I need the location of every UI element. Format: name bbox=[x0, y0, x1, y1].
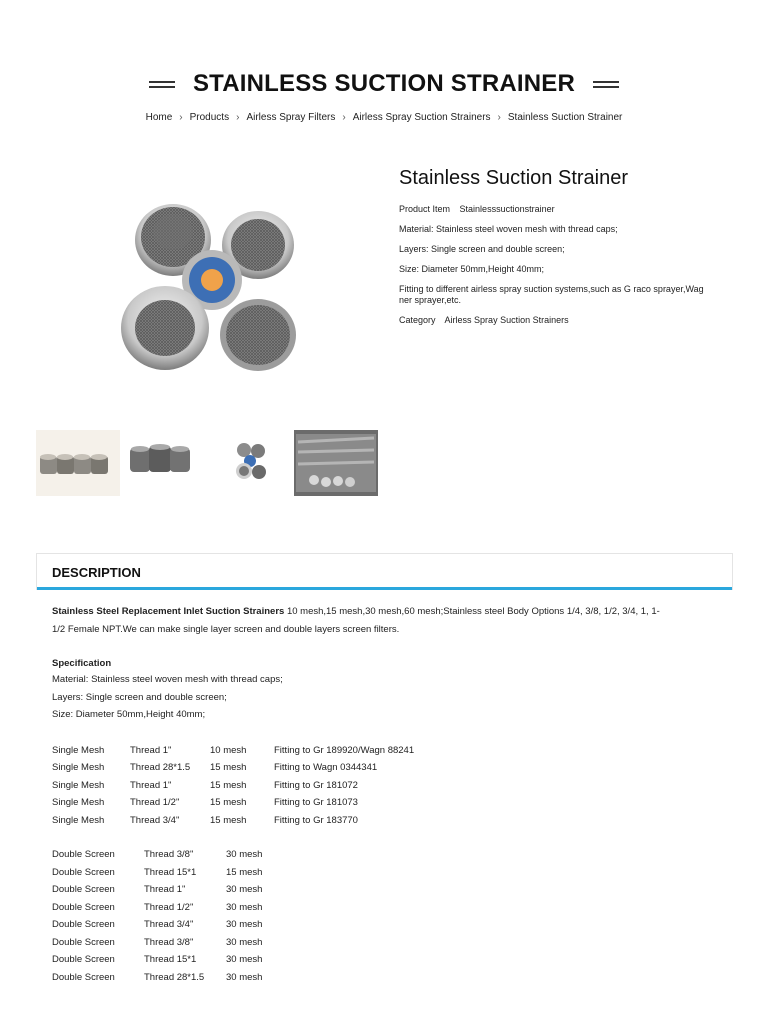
cell-type: Double Screen bbox=[52, 936, 115, 948]
cell-mesh: 30 mesh bbox=[226, 954, 263, 965]
table-row bbox=[52, 899, 718, 917]
cell-thread: Thread 28*1.5 bbox=[144, 971, 205, 983]
single-mesh-table bbox=[52, 742, 718, 830]
description-intro bbox=[52, 603, 718, 639]
cell-thread: Thread 3/4" bbox=[144, 919, 194, 930]
cell-mesh: 10 mesh bbox=[210, 744, 247, 756]
cell-mesh: 30 mesh bbox=[226, 849, 263, 860]
table-row bbox=[52, 742, 718, 760]
table-row bbox=[52, 934, 718, 952]
table-row bbox=[52, 951, 718, 969]
product-item-value: Stainlesssuctionstrainer bbox=[459, 204, 555, 214]
page-title: STAINLESS SUCTION STRAINER bbox=[192, 70, 576, 97]
breadcrumb-airless-spray-filters[interactable]: Airless Spray Filters bbox=[246, 112, 336, 123]
cell-type: Double Screen bbox=[52, 919, 115, 930]
cell-mesh: 30 mesh bbox=[226, 901, 263, 913]
cell-fitting: Fitting to Gr 181072 bbox=[274, 779, 358, 791]
description-panel bbox=[36, 553, 733, 590]
thumbnail-2[interactable] bbox=[122, 430, 206, 496]
double-screen-table bbox=[52, 846, 718, 986]
breadcrumb-products[interactable]: Products bbox=[189, 112, 230, 123]
spec-line: Layers: Single screen and double screen; bbox=[52, 691, 227, 703]
cell-fitting: Fitting to Gr 189920/Wagn 88241 bbox=[274, 744, 415, 756]
cell-type: Single Mesh bbox=[52, 779, 105, 791]
table-row bbox=[52, 759, 718, 777]
cell-mesh: 15 mesh bbox=[210, 814, 247, 826]
breadcrumb-separator-icon: › bbox=[497, 112, 501, 123]
breadcrumb-separator-icon: › bbox=[342, 112, 346, 123]
product-main-image[interactable] bbox=[36, 165, 378, 420]
product-category-link[interactable]: Airless Spray Suction Strainers bbox=[444, 315, 569, 325]
spec-title: Specification bbox=[52, 658, 112, 669]
table-row bbox=[52, 969, 718, 987]
spec-line: Material: Stainless steel woven mesh with thread caps; bbox=[52, 674, 283, 685]
product-name: Stainless Suction Strainer bbox=[399, 167, 629, 189]
breadcrumb-separator-icon: › bbox=[236, 112, 240, 123]
cell-thread: Thread 1/2" bbox=[144, 901, 194, 913]
thumbnail-1[interactable] bbox=[36, 430, 120, 496]
cell-thread: Thread 3/8" bbox=[144, 936, 194, 948]
title-row bbox=[0, 70, 768, 98]
description-intro-line1: 10 mesh,15 mesh,30 mesh,60 mesh;Stainless steel Body Options 1/4, 3/8, 1/2, 3/4, 1, 1- bbox=[284, 606, 660, 617]
cell-fitting: Fitting to Gr 181073 bbox=[274, 797, 358, 808]
breadcrumb bbox=[0, 112, 768, 123]
product-category-label: Category bbox=[399, 315, 436, 325]
title-decoration-left bbox=[149, 81, 175, 88]
cell-type: Double Screen bbox=[52, 901, 115, 913]
breadcrumb-current: Stainless Suction Strainer bbox=[507, 112, 623, 123]
product-fitting-line1: Fitting to different airless spray suction systems,such as G raco sprayer,Wag bbox=[399, 284, 704, 294]
cell-thread: Thread 1/2" bbox=[130, 797, 180, 808]
thumbnail-strip bbox=[36, 430, 378, 496]
thumbnail-3[interactable] bbox=[208, 430, 292, 496]
thumbnail-4[interactable] bbox=[294, 430, 378, 496]
product-fitting bbox=[399, 284, 719, 306]
cell-thread: Thread 1" bbox=[144, 884, 186, 895]
description-intro-bold: Stainless Steel Replacement Inlet Suction Strainers bbox=[52, 606, 285, 617]
product-category bbox=[399, 315, 719, 326]
cell-type: Single Mesh bbox=[52, 814, 105, 826]
cell-type: Double Screen bbox=[52, 884, 115, 895]
spec-line: Size: Diameter 50mm,Height 40mm; bbox=[52, 709, 206, 720]
cell-type: Single Mesh bbox=[52, 762, 105, 773]
cell-thread: Thread 3/8" bbox=[144, 849, 194, 860]
cell-thread: Thread 15*1 bbox=[144, 866, 197, 878]
breadcrumb-suction-strainers[interactable]: Airless Spray Suction Strainers bbox=[352, 112, 491, 123]
table-row bbox=[52, 777, 718, 795]
title-decoration-right bbox=[593, 81, 619, 88]
breadcrumb-home[interactable]: Home bbox=[145, 112, 173, 123]
description-intro-line2: 1/2 Female NPT.We can make single layer screen and double layers screen filters. bbox=[52, 624, 400, 635]
cell-mesh: 15 mesh bbox=[210, 797, 247, 808]
product-item-label: Product Item bbox=[399, 204, 451, 214]
product-info bbox=[399, 167, 719, 335]
cell-type: Single Mesh bbox=[52, 797, 105, 808]
cell-fitting: Fitting to Wagn 0344341 bbox=[274, 762, 378, 773]
cell-thread: Thread 3/4" bbox=[130, 814, 180, 826]
table-row bbox=[52, 881, 718, 899]
cell-thread: Thread 28*1.5 bbox=[130, 762, 191, 773]
description-body bbox=[52, 603, 718, 986]
cell-type: Double Screen bbox=[52, 849, 115, 860]
page-header bbox=[0, 70, 768, 123]
product-layers: Layers: Single screen and double screen; bbox=[399, 244, 565, 254]
strainer-bottom-right bbox=[220, 299, 296, 371]
cell-type: Single Mesh bbox=[52, 744, 105, 756]
cell-type: Double Screen bbox=[52, 866, 115, 878]
cell-mesh: 15 mesh bbox=[210, 779, 247, 791]
cell-mesh: 15 mesh bbox=[226, 866, 263, 878]
cell-type: Double Screen bbox=[52, 971, 115, 983]
cell-fitting: Fitting to Gr 183770 bbox=[274, 814, 358, 826]
product-item bbox=[399, 204, 719, 215]
table-row bbox=[52, 812, 718, 830]
table-row bbox=[52, 846, 718, 864]
tab-description[interactable]: DESCRIPTION bbox=[37, 554, 732, 590]
cell-mesh: 30 mesh bbox=[226, 884, 263, 895]
breadcrumb-separator-icon: › bbox=[179, 112, 183, 123]
cell-mesh: 30 mesh bbox=[226, 919, 263, 930]
cell-thread: Thread 15*1 bbox=[144, 954, 197, 965]
product-material: Material: Stainless steel woven mesh with thread caps; bbox=[399, 224, 618, 234]
table-row bbox=[52, 864, 718, 882]
cell-type: Double Screen bbox=[52, 954, 115, 965]
product-fitting-line2: ner sprayer,etc. bbox=[399, 295, 462, 305]
cell-mesh: 15 mesh bbox=[210, 762, 247, 773]
cell-thread: Thread 1" bbox=[130, 779, 172, 791]
table-row bbox=[52, 794, 718, 812]
cell-mesh: 30 mesh bbox=[226, 971, 263, 983]
product-size: Size: Diameter 50mm,Height 40mm; bbox=[399, 264, 545, 274]
table-row bbox=[52, 916, 718, 934]
strainer-bottom-left bbox=[121, 286, 209, 370]
cell-mesh: 30 mesh bbox=[226, 936, 263, 948]
cell-thread: Thread 1" bbox=[130, 744, 172, 756]
